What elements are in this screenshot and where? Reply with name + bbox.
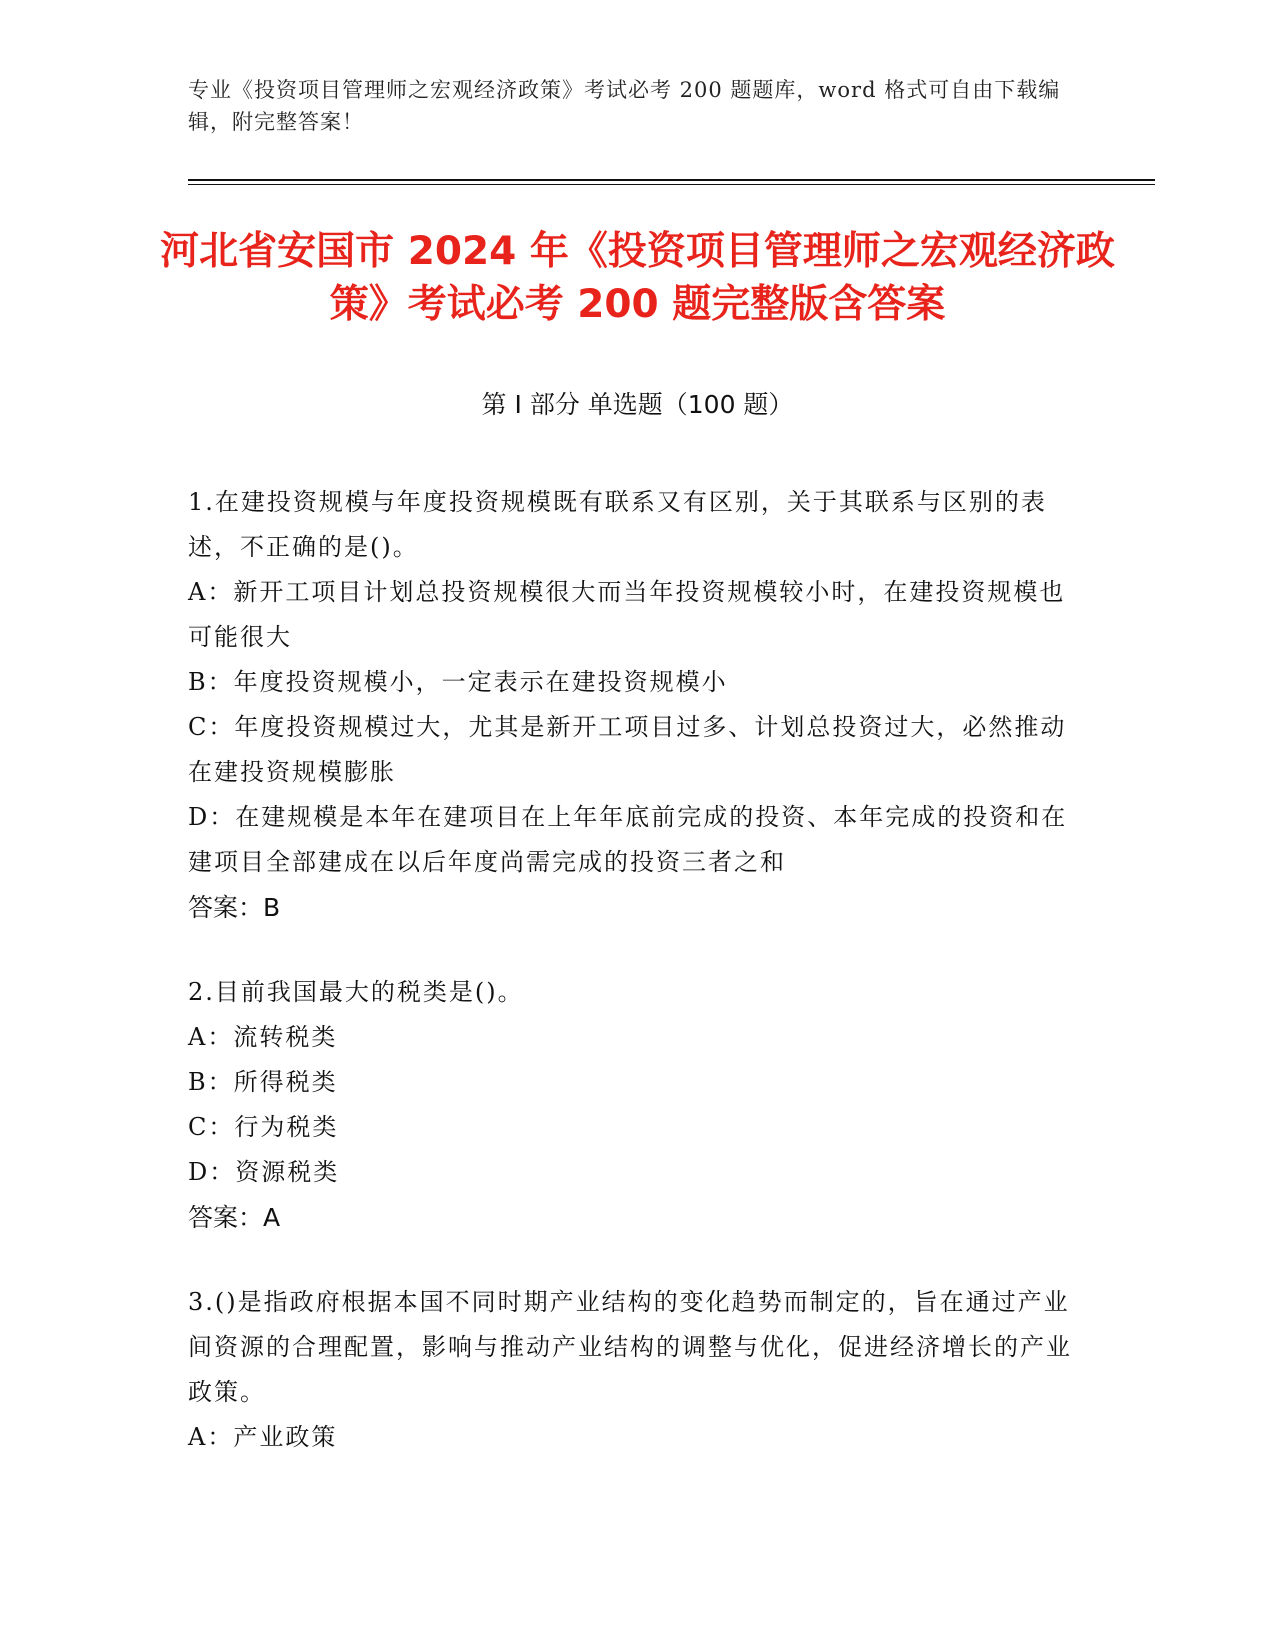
question-1 [188,480,1078,930]
option-a: A：新开工项目计划总投资规模很大而当年投资规模较小时，在建投资规模也可能很大 [188,578,1066,651]
option-a: A：流转税类 [188,1023,338,1051]
section-title: 第 I 部分 单选题（100 题） [481,390,794,419]
option-c: C：行为税类 [188,1113,339,1141]
header-divider-thin [188,184,1155,185]
question-stem: 1.在建投资规模与年度投资规模既有联系又有区别，关于其联系与区别的表述，不正确的是()。 [188,488,1047,561]
header-divider-thick [188,179,1155,181]
question-list [188,480,1078,1500]
option-c: C：年度投资规模过大，尤其是新开工项目过多、计划总投资过大，必然推动在建投资规模膨胀 [188,713,1067,786]
option-b: B：所得税类 [188,1068,338,1096]
answer: 答案：B [188,893,281,922]
option-b: B：年度投资规模小，一定表示在建投资规模小 [188,668,728,696]
question-stem: 3.()是指政府根据本国不同时期产业结构的变化趋势而制定的，旨在通过产业间资源的合理配置，影响与推动产业结构的调整与优化，促进经济增长的产业政策。 [188,1288,1072,1406]
document-title: 河北省安国市 2024 年《投资项目管理师之宏观经济政策》考试必考 200 题完整版含答案 [160,229,1115,327]
option-d: D：资源税类 [188,1158,340,1186]
question-3 [188,1280,1078,1460]
header-note: 专业《投资项目管理师之宏观经济政策》考试必考 200 题题库，word 格式可自由下载编辑，附完整答案！ [188,78,1061,134]
question-2 [188,970,1078,1240]
question-stem: 2.目前我国最大的税类是()。 [188,978,524,1006]
option-d: D：在建规模是本年在建项目在上年年底前完成的投资、本年完成的投资和在建项目全部建成在以后年度尚需完成的投资三者之和 [188,803,1068,876]
option-a: A：产业政策 [188,1423,338,1451]
answer: 答案：A [188,1203,281,1232]
